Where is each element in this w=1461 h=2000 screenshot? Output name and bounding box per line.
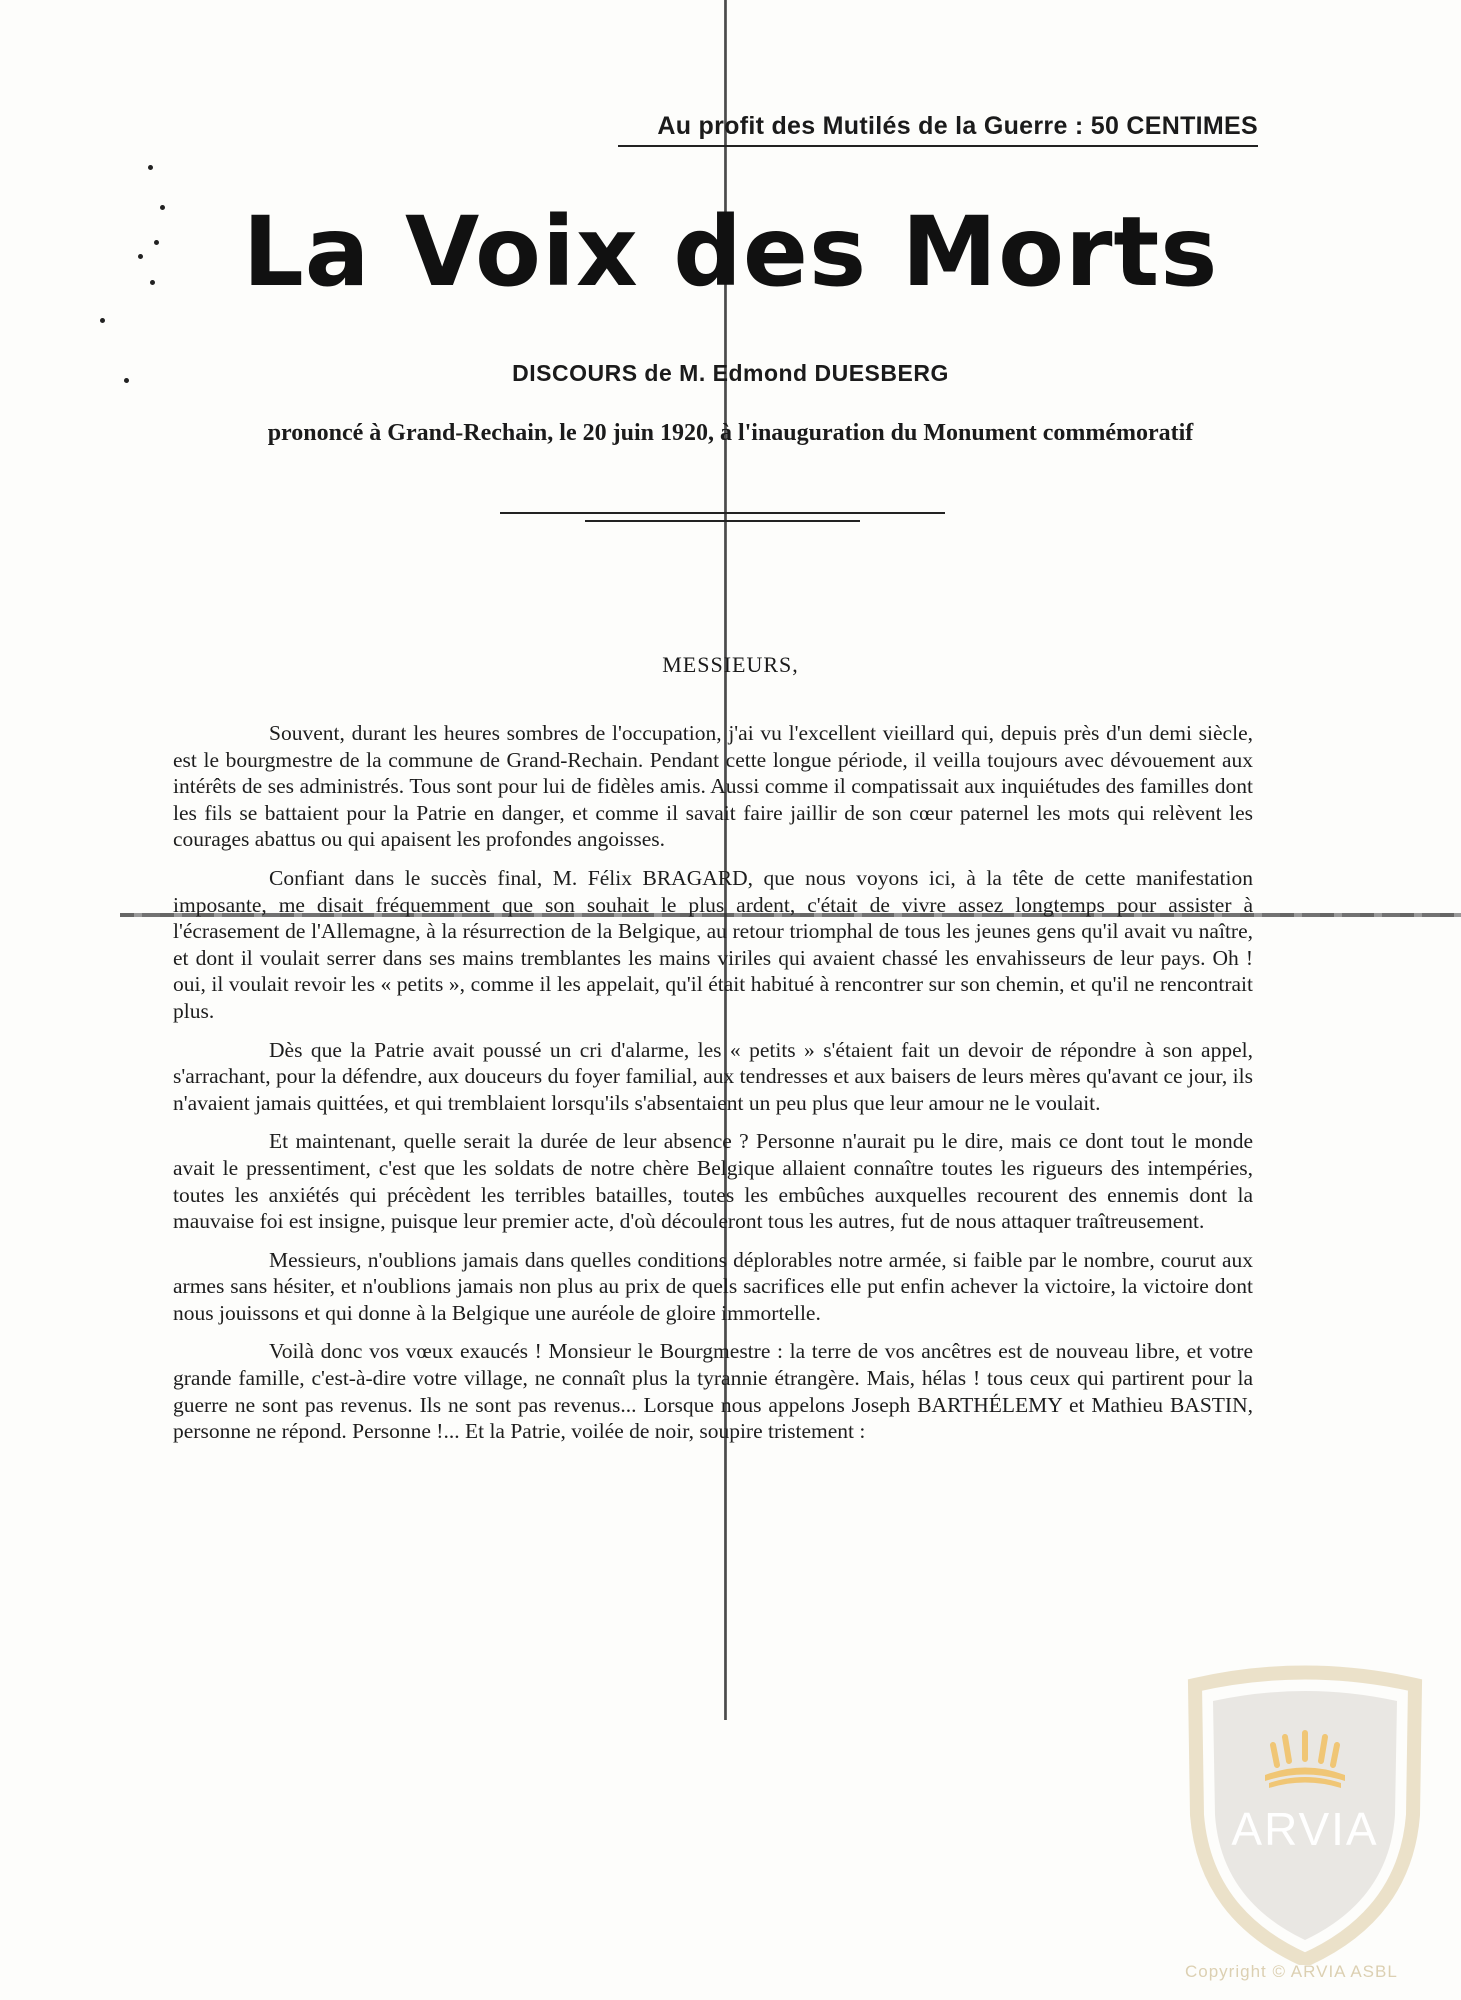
paragraph: Et maintenant, quelle serait la durée de leur absence ? Personne n'aurait pu le dire, mais ce dont tout le monde avait le pressentiment, c'est que les soldats de notre chère Belgique allaient connaître toutes les rigueurs des intempéries, toutes les anxiétés qui précèdent les terribles batailles, toutes les embûches auxquelles recourent des ennemis dont la mauvaise foi est insigne, puisque leur premier acte, d'où découleront tous les autres, fut de nous attaquer traîtreusement.	[173, 1129, 1253, 1234]
page-title: La Voix des Morts	[242, 196, 1219, 308]
arvia-logo	[1185, 1665, 1425, 1965]
occasion-line: prononcé à Grand-Rechain, le 20 juin 1920, à l'inauguration du Monument commémoratif	[267, 420, 1194, 446]
paragraph: Messieurs, n'oublions jamais dans quelles conditions déplorables notre armée, si faible par le nombre, courut aux armes sans hésiter, et n'oublions jamais non plus au prix de quels sacrifices elle put enfin achever la victoire, la victoire dont nous jouissons et qui donne à la Belgique une auréole de gloire immortelle.	[173, 1247, 1253, 1325]
paragraph: Dès que la Patrie avait poussé un cri d'alarme, les « petits » s'étaient fait un devoir de répondre à son appel, s'arrachant, pour la défendre, aux douceurs du foyer familial, aux tendresses et aux baisers de leurs mères qu'avant ce jour, ils n'avaient jamais quittées, et qui tremblaient lorsqu'ils s'absentaient un peu plus que leur amour ne le voulait.	[173, 1037, 1253, 1115]
divider-rule	[585, 520, 860, 522]
paragraph: Souvent, durant les heures sombres de l'occupation, j'ai vu l'excellent vieillard qui, depuis près d'un demi siècle, est le bourgmestre de la commune de Grand-Rechain. Pendant cette longue période, il veilla toujours avec dévouement aux intérêts de ses administrés. Tous sont pour lui de fidèles amis. Aussi comme il compatissait aux inquiétudes des familles dont les fils se battaient pour la Patrie en danger, et comme il savait faire jaillir de son cœur paternel les mots qui relèvent les courages abattus ou qui apaisent les profondes angoisses.	[173, 721, 1253, 852]
paragraph: Voilà donc vos vœux exaucés ! Monsieur le Bourgmestre : la terre de vos ancêtres est de nouveau libre, et votre grande famille, c'est-à-dire votre village, ne connaît plus la tyrannie étrangère. Mais, hélas ! tous ceux qui partirent pour la guerre ne sont pas revenus. Ils ne sont pas revenus... Lorsque nous appelons Joseph BARTHÉLEMY et Mathieu BASTIN, personne ne répond. Personne !... Et la Patrie, voilée de noir, soupire tristement :	[173, 1339, 1253, 1444]
speech-body	[173, 720, 1253, 1457]
price-notice: Au profit des Mutilés de la Guerre : 50 CENTIMES	[618, 112, 1258, 147]
ink-speck	[100, 318, 105, 323]
ink-speck	[148, 165, 153, 170]
copyright-notice: Copyright © ARVIA ASBL	[1185, 1962, 1398, 1981]
paragraph: Confiant dans le succès final, M. Félix BRAGARD, que nous voyons ici, à la tête de cette manifestation imposante, me disait fréquemment que son souhait le plus ardent, c'était de vivre assez longtemps pour assister à l'écrasement de l'Allemagne, à la résurrection de la Belgique, au retour triomphal de tous les jeunes gens qu'il avait vu naître, et dont il voulait serrer dans ses mains tremblantes les mains viriles qui avaient chassé les envahisseurs de leur pays. Oh ! oui, il voulait revoir les « petits », comme il les appelait, qu'il était habitué à rencontrer sur son chemin, et qu'il ne rencontrait plus.	[173, 865, 1253, 1023]
logo-text: ARVIA	[1231, 1803, 1379, 1855]
divider-rule	[500, 512, 945, 514]
salutation: MESSIEURS,	[662, 652, 799, 677]
speaker-line: DISCOURS de M. Edmond DUESBERG	[512, 360, 949, 386]
